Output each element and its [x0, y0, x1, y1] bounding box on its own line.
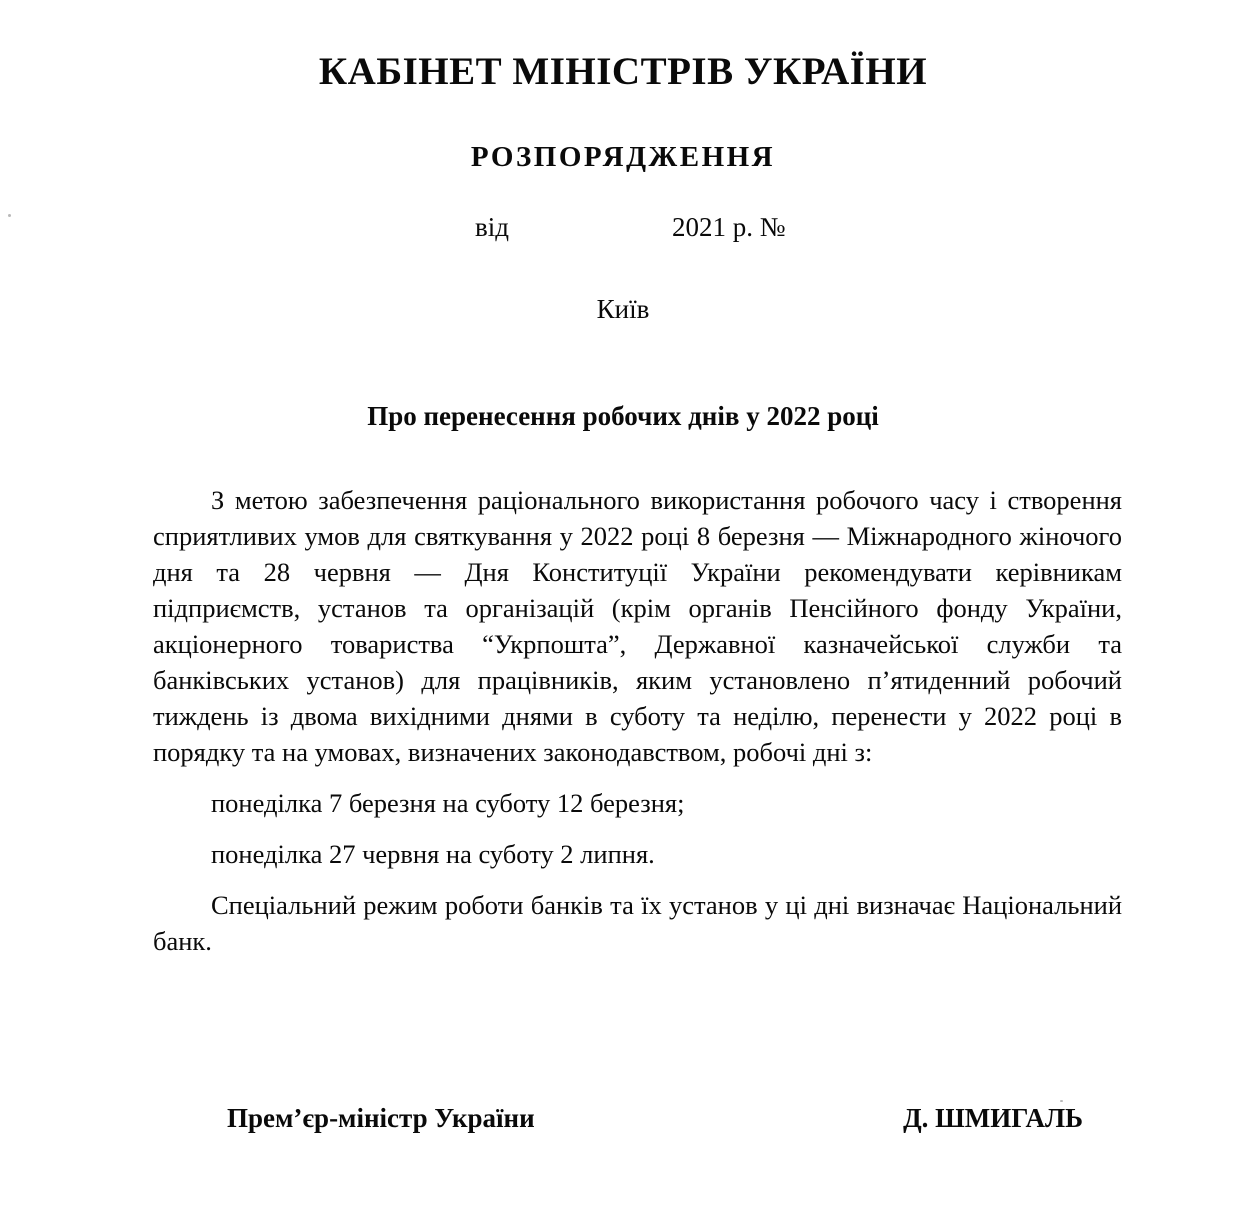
- scan-artifact-dot: [1060, 1100, 1063, 1102]
- document-title: Про перенесення робочих днів у 2022 році: [367, 400, 879, 431]
- date-prefix-label: від: [475, 211, 509, 242]
- intro-paragraph: З метою забезпечення раціонального використання робочого часу і створення сприятливих умов для святкування у 2022 році 8 березня — Міжнародного жіночого дня та 28 червня — Дня Конституції України рекомендувати керівникам підприємств, установ та організацій (крім органів Пенсійного фонду України, акціонерного товариства “Укрпошта”, Державної казначейської служби та банківських установ) для працівників, яким установлено п’ятиденний робочий тиждень із двома вихідними днями в суботу та неділю, перенести у 2022 році в порядку та на умовах, визначених законодавством, робочі дні з:: [153, 484, 1122, 767]
- signatory-position-label: Прем’єр-міністр України: [227, 1103, 535, 1133]
- scan-artifact-dot: [8, 214, 11, 217]
- issue-city-label: Київ: [596, 293, 650, 324]
- banks-paragraph: Спеціальний режим роботи банків та їх установ у ці дні визначає Національний банк.: [153, 889, 1122, 956]
- document-type-heading: РОЗПОРЯДЖЕННЯ: [470, 140, 776, 173]
- transfer-item-june: понеділка 27 червня на суботу 2 липня.: [211, 838, 655, 869]
- date-year-number-label: 2021 р. №: [672, 211, 786, 242]
- issuing-authority-heading: КАБІНЕТ МІНІСТРІВ УКРАЇНИ: [318, 50, 928, 93]
- transfer-item-march: понеділка 7 березня на суботу 12 березня;: [211, 787, 685, 818]
- signature-block: [227, 1103, 1083, 1134]
- signatory-name-label: Д. ШМИГАЛЬ: [903, 1103, 1083, 1133]
- date-number-line: [0, 212, 1246, 250]
- document-body: [153, 482, 1122, 959]
